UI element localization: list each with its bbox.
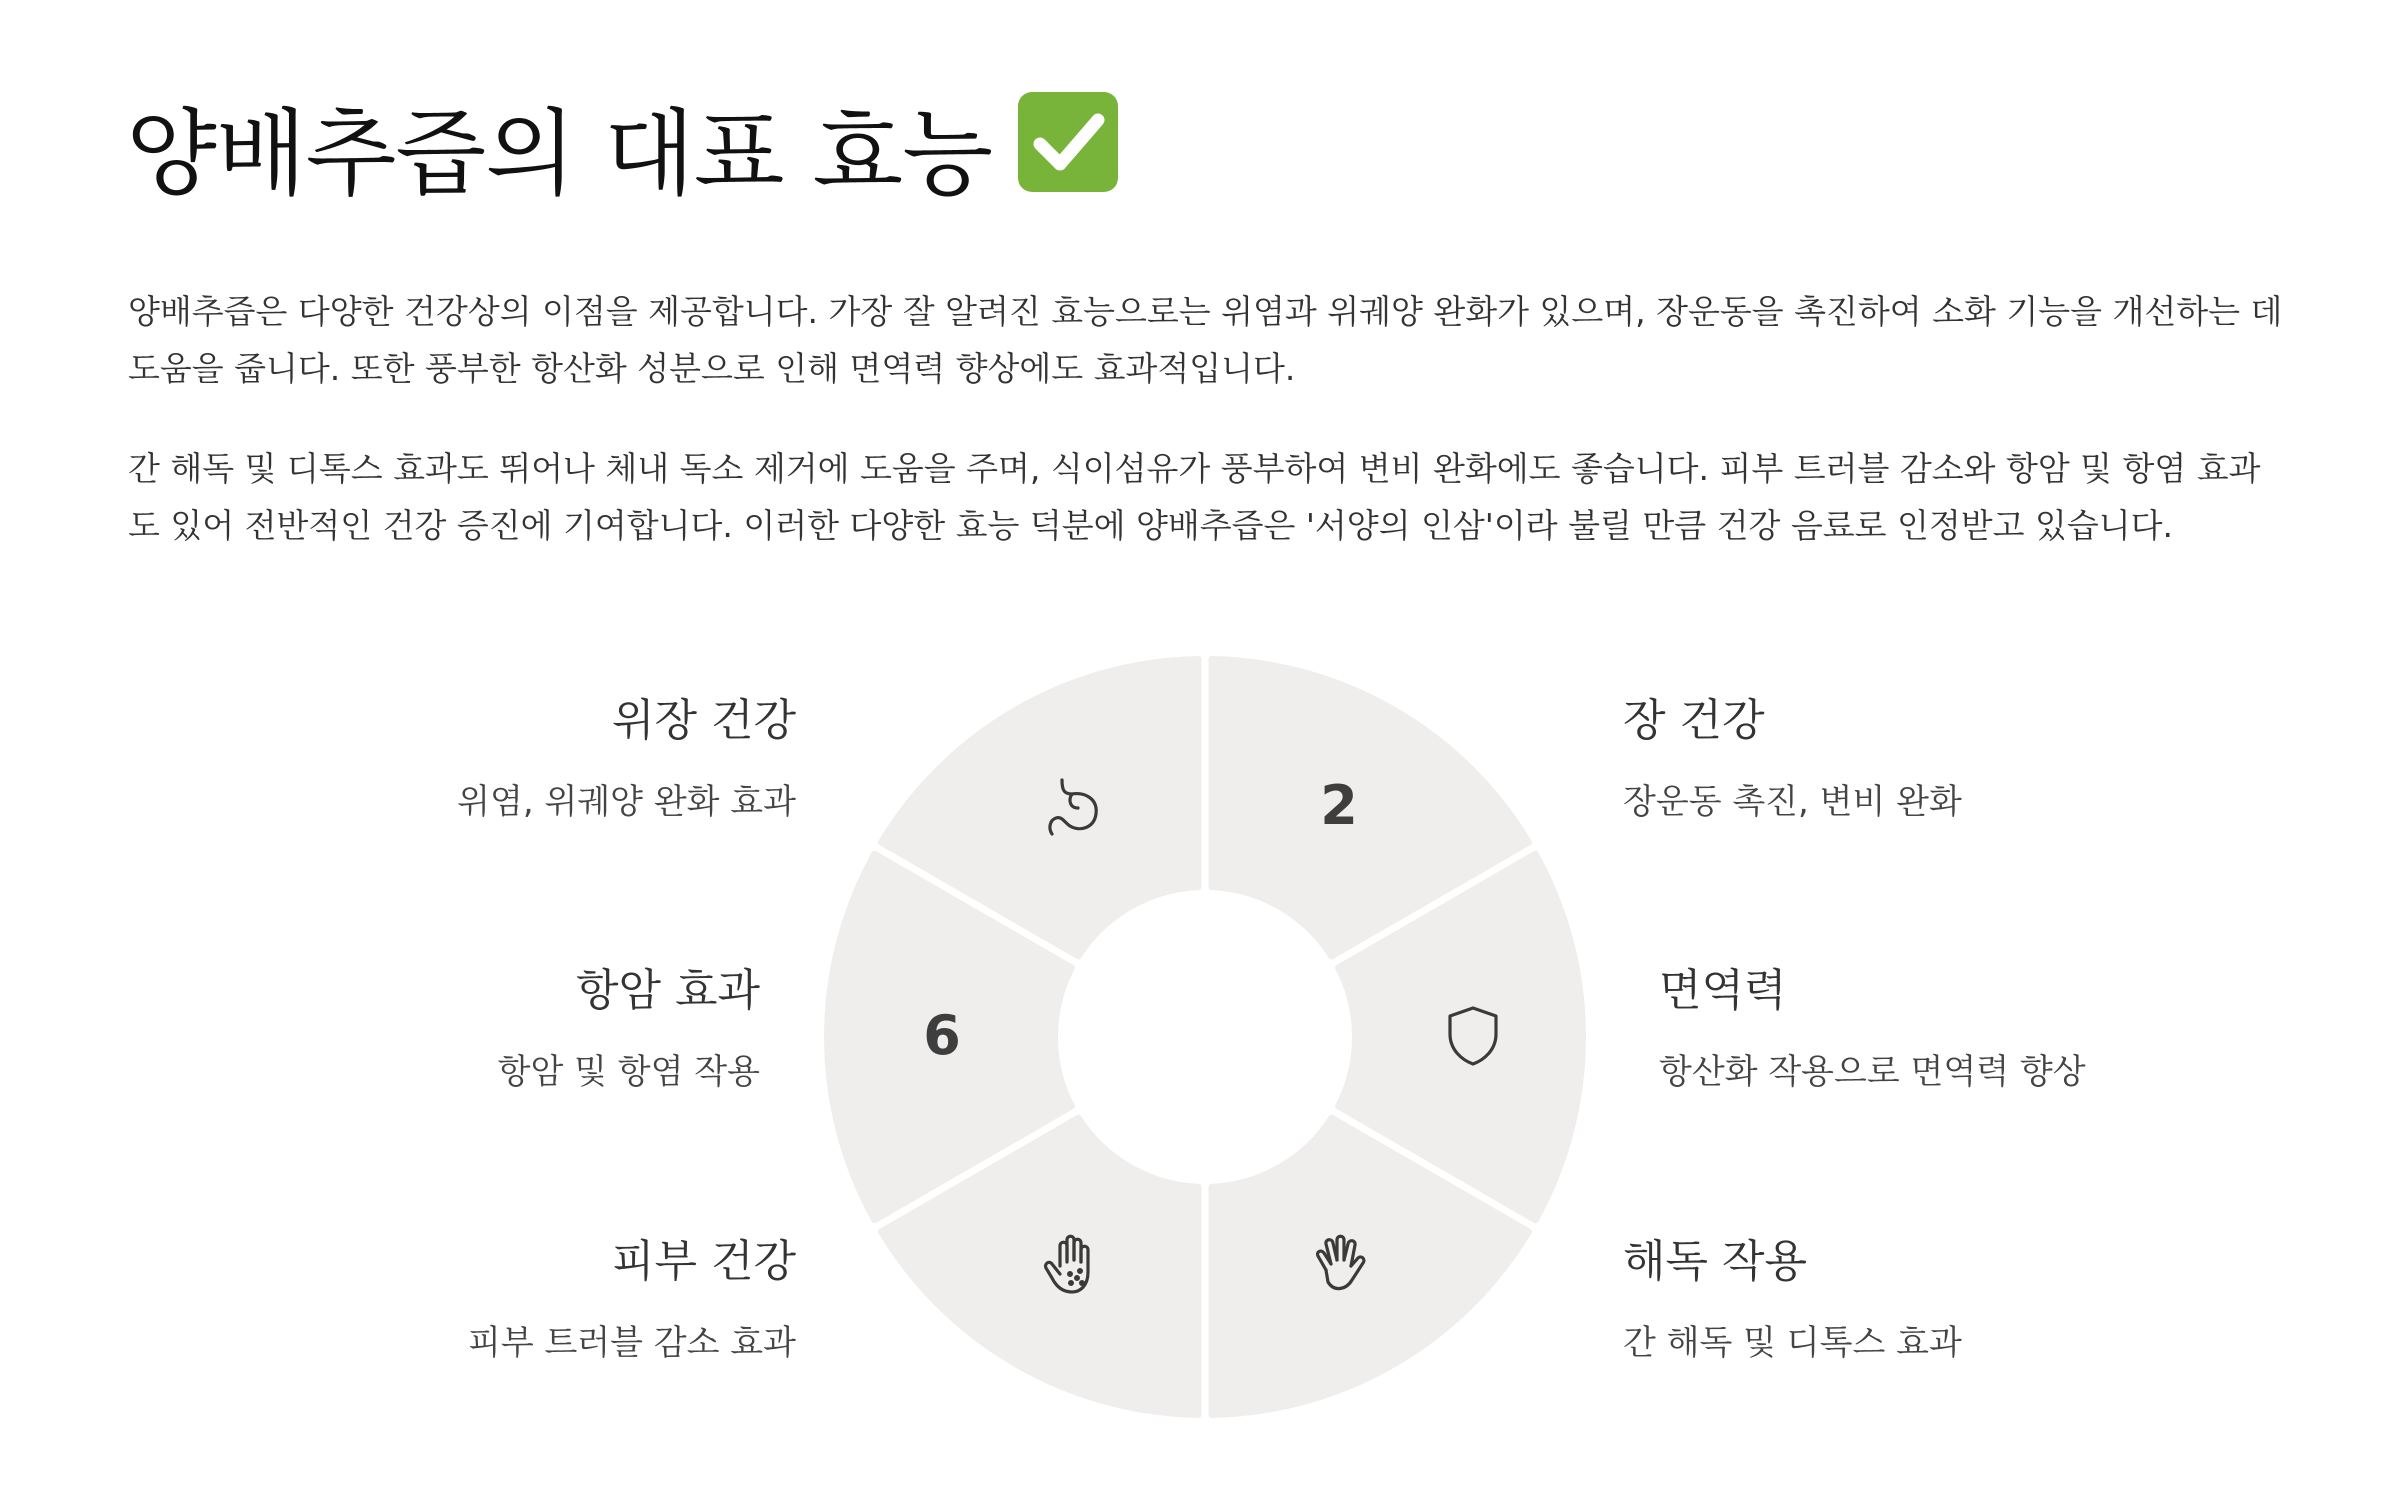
benefit-description: 위염, 위궤양 완화 효과 bbox=[457, 782, 796, 822]
segment-2-number: 2 bbox=[1320, 774, 1358, 837]
benefit-description: 장운동 촉진, 변비 완화 bbox=[1623, 782, 1962, 822]
benefit-title: 항암 효과 bbox=[575, 965, 760, 1016]
benefit-title: 피부 건강 bbox=[611, 1236, 796, 1287]
benefit-title: 면역력 bbox=[1659, 965, 1787, 1016]
benefit-description: 피부 트러블 감소 효과 bbox=[467, 1323, 796, 1363]
benefit-title: 해독 작용 bbox=[1623, 1236, 1808, 1287]
page-title-text: 양배추즙의 대표 효능 bbox=[126, 100, 992, 209]
waving-hand-icon bbox=[1306, 1230, 1376, 1300]
intro-paragraph-2: 간 해독 및 디톡스 효과도 뛰어나 체내 독소 제거에 도움을 주며, 식이섬유가 풍부하여 변비 완화에도 좋습니다. 피부 트러블 감소와 항암 및 항염 효과도 있어 전반적인 건강 증진에 기여합니다. 이러한 다양한 효능 덕분에 양배추즙은 '서양의 인삼'이라 불릴 만큼 건강 음료로 인정받고 있습니다. bbox=[128, 449, 2261, 545]
intro-paragraph-1: 양배추즙은 다양한 건강상의 이점을 제공합니다. 가장 잘 알려진 효능으로는 위염과 위궤양 완화가 있으며, 장운동을 촉진하여 소화 기능을 개선하는 데 도움을 줍니다. 또한 풍부한 항산화 성분으로 인해 면역력 향상에도 효과적입니다. bbox=[128, 292, 2283, 388]
hand-skin-icon bbox=[1038, 1230, 1108, 1300]
benefit-title: 위장 건강 bbox=[611, 695, 796, 746]
stomach-icon bbox=[1040, 772, 1110, 842]
benefit-title: 장 건강 bbox=[1623, 695, 1765, 746]
segment-6-number: 6 bbox=[923, 1004, 961, 1067]
shield-icon bbox=[1438, 1000, 1508, 1070]
benefit-description: 항암 및 항염 작용 bbox=[497, 1052, 760, 1092]
benefit-description: 간 해독 및 디톡스 효과 bbox=[1623, 1323, 1962, 1363]
benefit-description: 항산화 작용으로 면역력 향상 bbox=[1659, 1052, 2086, 1092]
